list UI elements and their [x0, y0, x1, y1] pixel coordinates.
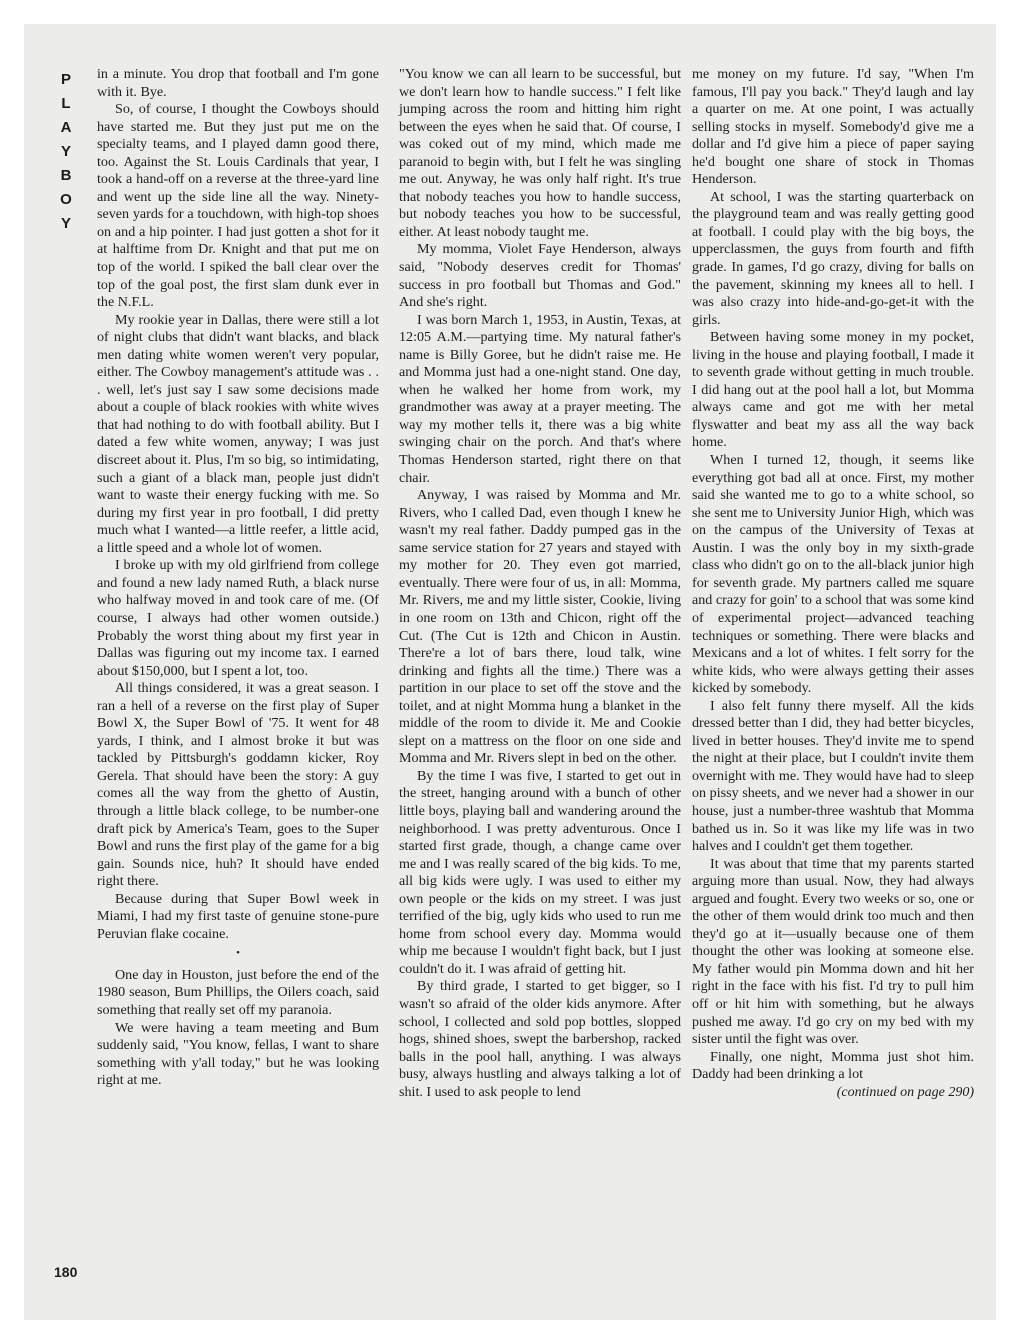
- paragraph: One day in Houston, just before the end of the 1980 season, Bum Phillips, the Oilers coach, said something that really set off my paranoia.: [97, 966, 379, 1018]
- paragraph: All things considered, it was a great season. I ran a hell of a reverse on the first play of Super Bowl X, the Super Bowl of '75. It went for 48 yards, I think, and I almost broke it but was tackled by Pittsburgh's goddamn kicker, Roy Gerela. That should have been the story: A guy comes all the way from the ghetto of Austin, through a little black college, to be number-one draft pick by America's Team, goes to the Super Bowl and runs the first play of the game for a big gain. Sounds nice, huh? It should have ended right there.: [97, 680, 379, 890]
- section-break: •: [236, 947, 240, 960]
- paragraph: I also felt funny there myself. All the kids dressed better than I did, they had better bicycles, lived in better houses. They'd invite me to spend the night at their place, but I couldn't invite them overnight with me. They would have had to sleep on pissy sheets, and we never had a shower in our house, just a number-three washtub that Momma bathed us in. So it was like my life was in two halves and I couldn't get them together.: [692, 697, 974, 855]
- paragraph: "You know we can all learn to be successful, but we don't learn how to handle success." I felt like jumping across the room and hitting him right between the eyes when he said that. Of course, I was coked out of my mind, which made me paranoid to begin with, but I felt he was singling me out. Anyway, he was only half right. It's true that nobody teaches you how to handle success, but nobody teaches you how to be successful, either. At least nobody taught me.: [399, 66, 681, 240]
- paragraph: My rookie year in Dallas, there were still a lot of night clubs that didn't want blacks, and black men dating white women weren't very popular, either. The Cowboy management's attitude was . . . well, let's just say I saw some decisions made about a couple of black rookies with white wives that had nothing to do with football ability. But I dated a few white women, anyway; I was just discreet about it. Plus, I'm so big, so intimidating, such a giant of a black man, people just didn't want to waste their energy fucking with me. So during my first year in pro football, I did pretty much what I wanted—a little reefer, a little acid, a little speed and a whole lot of women.: [97, 311, 379, 556]
- text-column-1: [97, 66, 379, 1090]
- paragraph: Anyway, I was raised by Momma and Mr. Rivers, who I called Dad, even though I knew he wasn't my real father. Daddy pumped gas in the same service station for 27 years and stayed with my mother for 20. They even got married, eventually. There were four of us, in all: Momma, Mr. Rivers, me and my little sister, Cookie, living in one room on 13th and Chicon, right off the Cut. (The Cut is 12th and Chicon in Austin. There're a lot of bars there, loud talk, wine drinking and fights all the time.) There was a partition in our place to set off the stove and the toilet, and at night Momma hung a blanket in the middle of the room to divide it. Me and Cookie slept on a mattress on the floor on one side and Momma and Mr. Rivers slept in bed on the other.: [399, 487, 681, 767]
- paragraph: Between having some money in my pocket, living in the house and playing football, I made it to seventh grade without getting in much trouble. I did hang out at the pool hall a lot, but Momma always came and got me with her metal flyswatter and beat my ass all the way back home.: [692, 329, 974, 451]
- paragraph: It was about that time that my parents started arguing more than usual. Now, they had always argued and fought. Every two weeks or so, one or the other of them would drink too much and then they'd go at it—usually because one of them thought the other was looking at someone else. My father would pin Momma down and hit her right in the face with his fist. I'd try to pull him off or hit him with something, but he always pushed me away. I'd go cry on my bed with my sister until the fight was over.: [692, 855, 974, 1048]
- paragraph: When I turned 12, though, it seems like everything got bad all at once. First, my mother said she wanted me to go to a white school, so she sent me to University Junior High, which was on the campus of the University of Texas at Austin. I was the only boy in my sixth-grade class who didn't go on to the all-black junior high for seventh grade. My partners called me square and crazy for goin' to a school that was some kind of experimental project—advanced teaching techniques or something. There were blacks and Mexicans and a lot of whites. I felt sorry for the white kids, who were always getting their asses kicked by somebody.: [692, 452, 974, 697]
- paragraph: At school, I was the starting quarterback on the playground team and was really getting good at football. I could play with the big boys, the upperclassmen, the guys from fourth and fifth grade. In games, I'd go crazy, diving for balls on the pavement, skinning my knees all to hell. I was also crazy into hide-and-go-get-it with the girls.: [692, 188, 974, 328]
- paragraph: in a minute. You drop that football and I'm gone with it. Bye.: [97, 66, 379, 100]
- paragraph: me money on my future. I'd say, "When I'm famous, I'll pay you back." They'd laugh and lay a quarter on me. At one point, I was actually selling stocks in myself. Somebody'd give me a dollar and I'd give him a piece of paper saying he'd bought one share of stock in Thomas Henderson.: [692, 66, 974, 188]
- paragraph: Finally, one night, Momma just shot him. Daddy had been drinking a lot: [692, 1048, 974, 1083]
- paragraph: By third grade, I started to get bigger, so I wasn't so afraid of the older kids anymore. After school, I collected and sold pop bottles, slopped hogs, shined shoes, swept the barbershop, racked balls in the pool hall, anything. I was always busy, always hustling and always talking a lot of shit. I used to ask people to lend: [399, 978, 681, 1100]
- page-number: 180: [54, 1264, 78, 1280]
- paragraph: We were having a team meeting and Bum suddenly said, "You know, fellas, I want to share something with y'all today," but he was looking right at me.: [97, 1019, 379, 1089]
- spine-letter: Y: [60, 143, 71, 160]
- paragraph: By the time I was five, I started to get out in the street, hanging around with a bunch of other little boys, playing ball and wandering around the neighborhood. I was pretty adventurous. Once I started first grade, though, a change came over me and I was really scared of the big kids. To me, all big kids were ugly. I was used to either my own people or the kids on my street. I was just terrified of the big, ugly kids who used to run me home from school every day. Momma would whip me because I wouldn't fight back, but I just couldn't do it. I was afraid of getting hit.: [399, 767, 681, 977]
- paragraph: I was born March 1, 1953, in Austin, Texas, at 12:05 A.M.—partying time. My natural father's name is Billy Goree, but he didn't raise me. He and Momma just had a one-night stand. One day, when he walked her home from work, my grandmother was away at a prayer meeting. The way my mother tells it, there was a big white swinging chair on the porch. And that's where Thomas Henderson started, right there on that chair.: [399, 311, 681, 486]
- spine-letter: A: [60, 119, 72, 136]
- magazine-page: [24, 24, 996, 1320]
- paragraph: My momma, Violet Faye Henderson, always said, "Nobody deserves credit for Thomas' success in pro football but Thomas and God." And she's right.: [399, 241, 681, 311]
- paragraph: Because during that Super Bowl week in Miami, I had my first taste of genuine stone-pure Peruvian flake cocaine.: [97, 890, 379, 942]
- spine-label: [54, 68, 78, 236]
- continued-note: (continued on page 290): [836, 1084, 974, 1100]
- text-column-3: [692, 66, 974, 1101]
- spine-letter: L: [61, 95, 71, 112]
- paragraph: I broke up with my old girlfriend from college and found a new lady named Ruth, a black nurse who halfway moved in and took care of me. (Of course, I always had other women outside.) Probably the worst thing about my first year in Dallas was figuring out my income tax. I earned about $150,000, but I spent a lot, too.: [97, 557, 379, 679]
- spine-letter: Y: [60, 215, 71, 232]
- text-column-2: [399, 66, 681, 1101]
- paragraph: So, of course, I thought the Cowboys should have started me. But they just put me on the specialty teams, and I played damn good there, too. Against the St. Louis Cardinals that year, I took a hand-off on a reverse at the three-yard line and went up the side line all the way. Ninety-seven yards for a touchdown, with high-top shoes on and a hip pointer. I had just gotten a shot for it at halftime from Dr. Knight and that put me on top of the world. I spiked the ball clear over the top of the goal post, the first slam dunk ever in the N.F.L.: [97, 101, 379, 311]
- spine-letter: O: [60, 191, 72, 208]
- spine-letter: B: [60, 167, 72, 184]
- spine-letter: P: [60, 71, 71, 88]
